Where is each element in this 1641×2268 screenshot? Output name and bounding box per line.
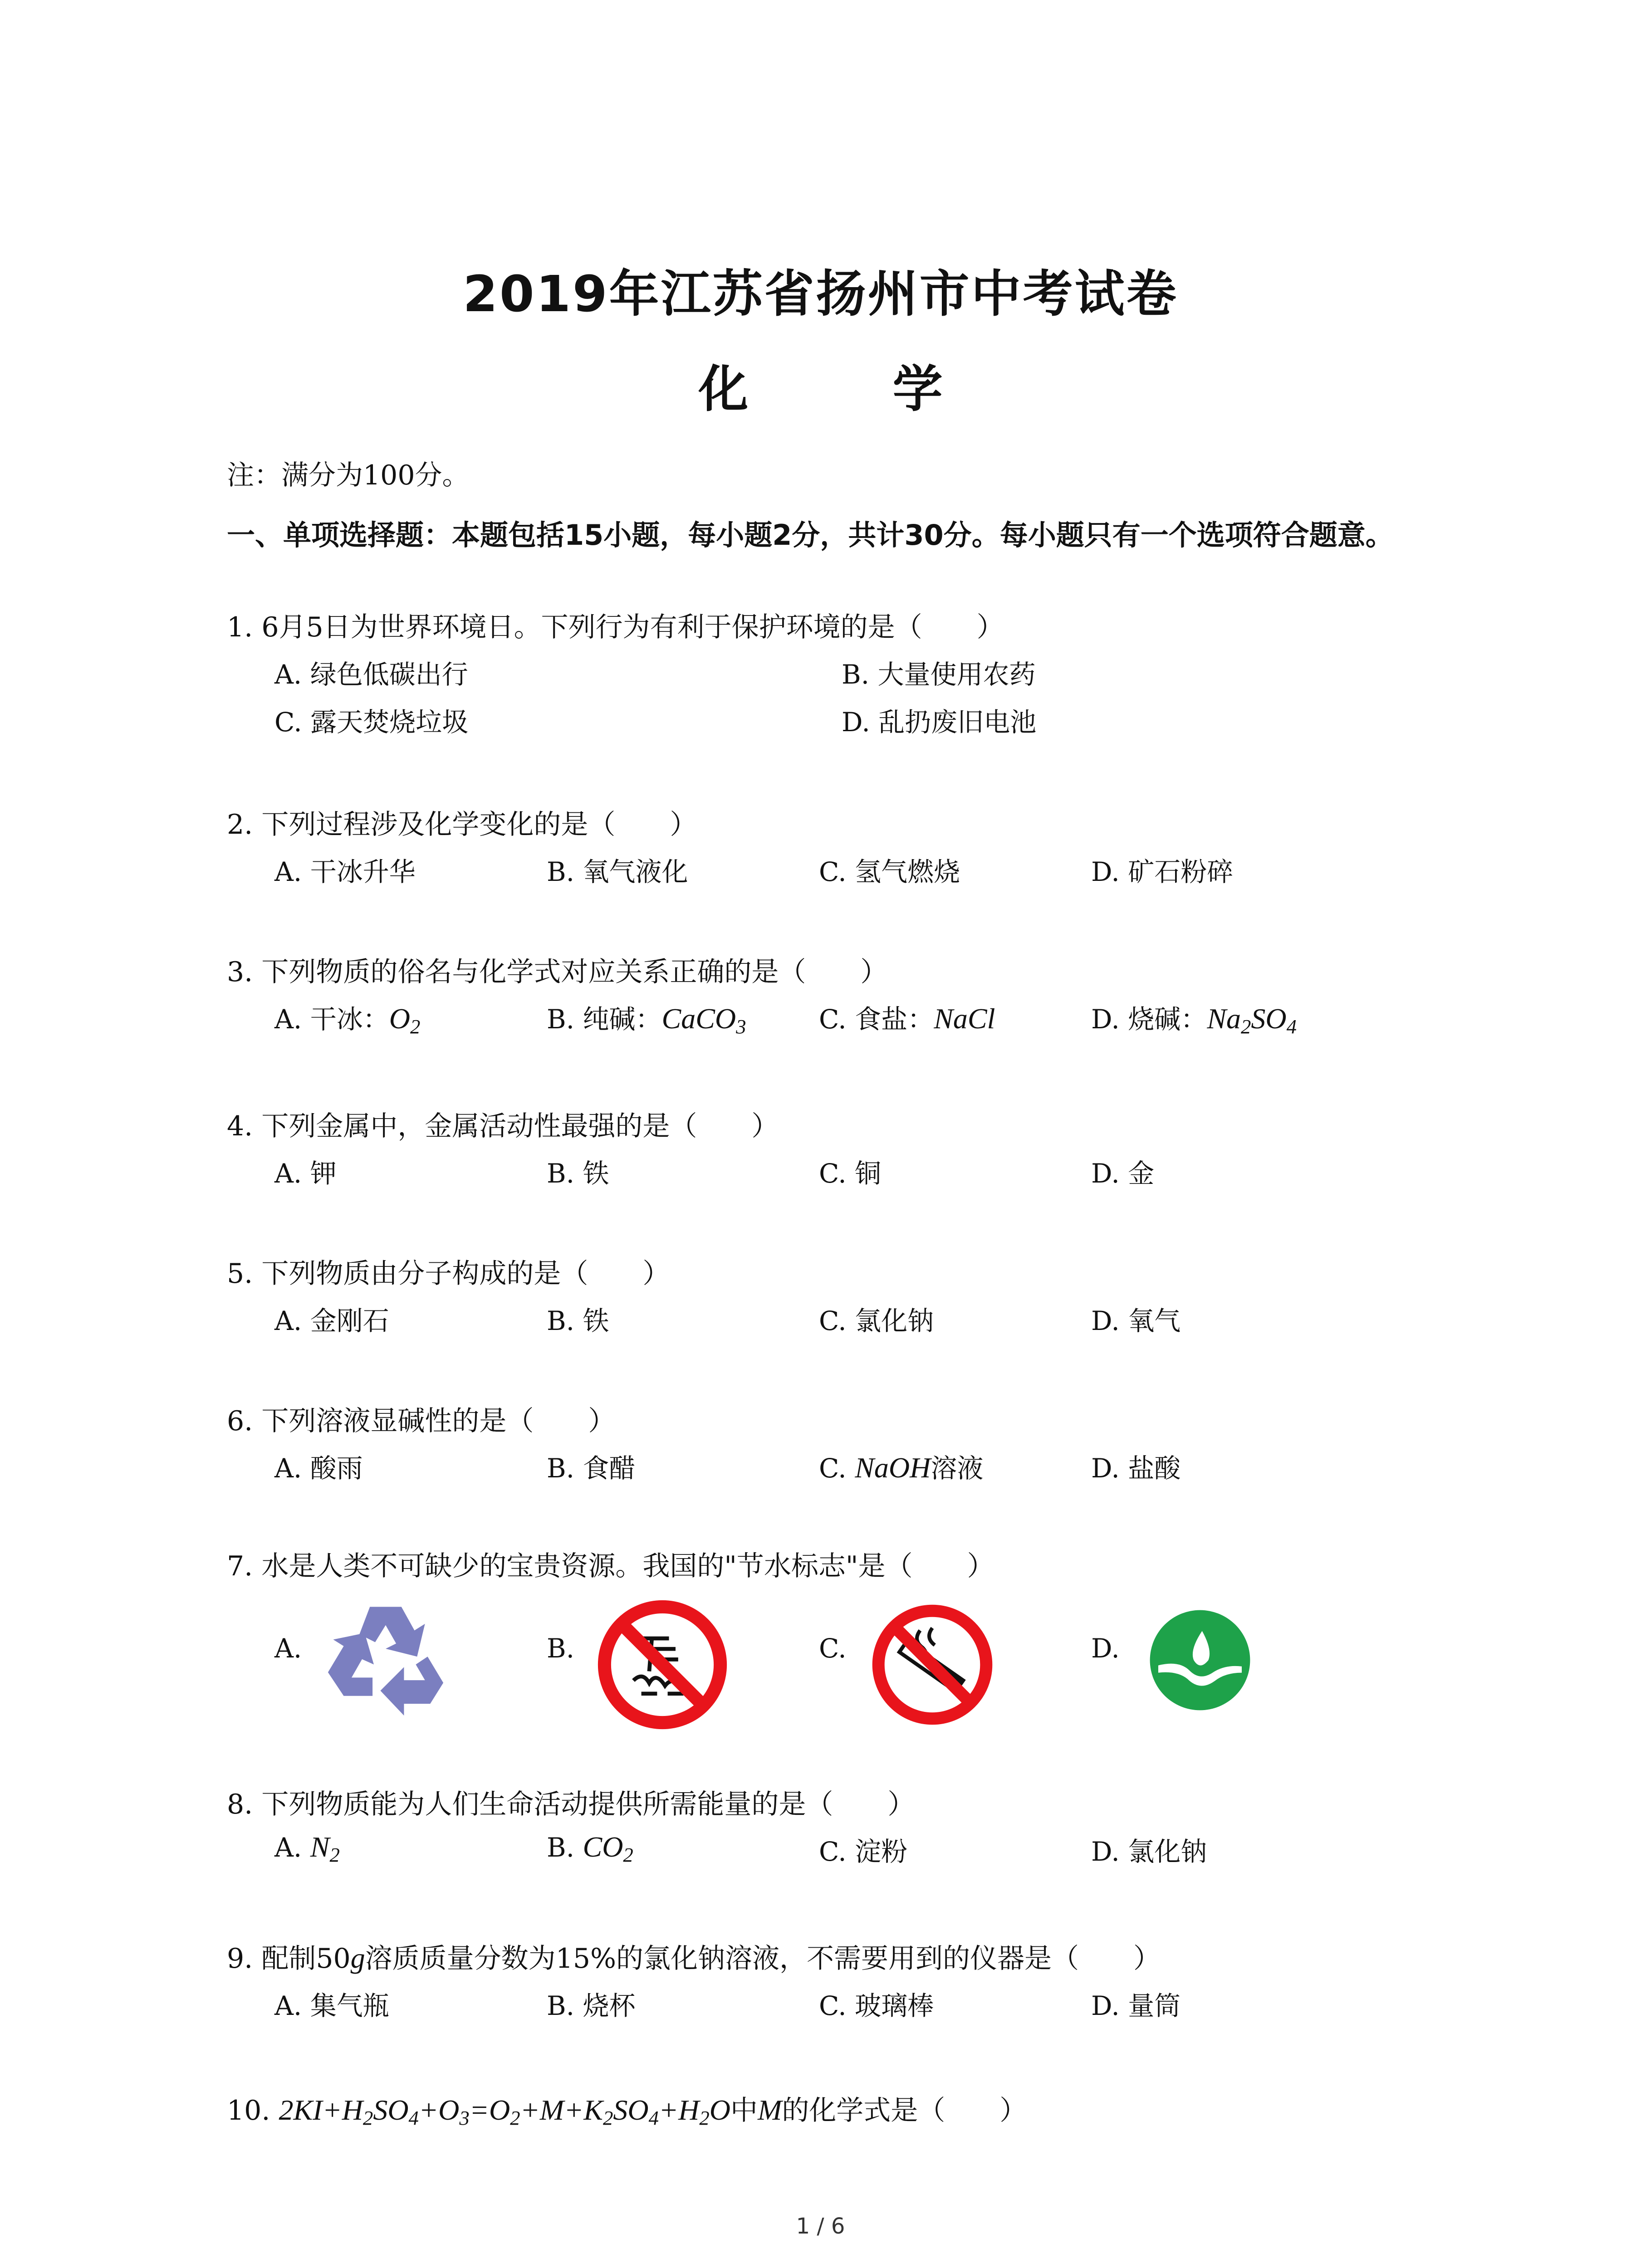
q3-option-c: C. 食盐：NaCl bbox=[819, 1002, 995, 1035]
q4-option-b: B. 铁 bbox=[547, 1158, 609, 1189]
q1-option-c: C. 露天焚烧垃圾 bbox=[274, 707, 469, 738]
formula-n2: $N_2$ bbox=[310, 1831, 340, 1867]
q1-option-b: B. 大量使用农药 bbox=[842, 659, 1036, 690]
question-2: 2. 下列过程涉及化学变化的是（ ） bbox=[227, 809, 697, 841]
q1-option-d: D. 乱扔废旧电池 bbox=[842, 707, 1037, 738]
equation: $2KI+H_2SO_4+O_3=O_2+M+K_2SO_4+H_2O$ bbox=[279, 2094, 730, 2130]
score-note: 注：满分为100分。 bbox=[227, 459, 470, 491]
q4-option-a: A. 钾 bbox=[274, 1158, 337, 1189]
no-smoking-icon bbox=[871, 1603, 994, 1726]
q6-option-c: C. NaOH溶液 bbox=[819, 1452, 984, 1484]
subject-title: 化 学 bbox=[698, 360, 1006, 418]
q6-option-a: A. 酸雨 bbox=[274, 1453, 363, 1484]
no-fire-icon bbox=[597, 1599, 728, 1730]
question-9: 9. 配制50g溶质质量分数为15%的氯化钠溶液，不需要用到的仪器是（ ） bbox=[227, 1942, 1161, 1975]
formula-nacl: NaCl bbox=[934, 1002, 995, 1035]
q9-option-d: D. 量筒 bbox=[1091, 1990, 1181, 2021]
formula-caco3: CaCO$_3$ bbox=[661, 1002, 746, 1038]
q4-option-c: C. 铜 bbox=[819, 1158, 882, 1189]
question-6: 6. 下列溶液显碱性的是（ ） bbox=[227, 1405, 616, 1437]
exam-title: 2019年江苏省扬州市中考试卷 bbox=[463, 265, 1178, 323]
q2-option-a: A. 干冰升华 bbox=[274, 856, 416, 887]
q8-option-b: B. $CO_2$ bbox=[547, 1831, 633, 1867]
q7-option-c: C. bbox=[819, 1633, 847, 1664]
q8-option-c: C. 淀粉 bbox=[819, 1836, 908, 1867]
formula-co2: $CO_2$ bbox=[583, 1831, 633, 1867]
formula-o2: $O_2$ bbox=[389, 1002, 421, 1038]
question-10: 10. $2KI+H_2SO_4+O_3=O_2+M+K_2SO_4+H_2O$中M的化学式是（ ） bbox=[227, 2094, 1027, 2130]
q7-option-b: B. bbox=[547, 1633, 575, 1664]
q8-option-a: A. $N_2$ bbox=[274, 1831, 340, 1867]
formula-na2so4: $Na_2SO_4$ bbox=[1207, 1002, 1297, 1038]
q8-option-d: D. 氯化钠 bbox=[1091, 1836, 1207, 1867]
q9-option-c: C. 玻璃棒 bbox=[819, 1990, 934, 2021]
question-5: 5. 下列物质由分子构成的是（ ） bbox=[227, 1258, 670, 1290]
q6-option-b: B. 食醋 bbox=[547, 1453, 636, 1484]
q3-option-a: A. 干冰：$O_2$ bbox=[274, 1002, 421, 1038]
q9-option-a: A. 集气瓶 bbox=[274, 1990, 389, 2021]
q7-option-d: D. bbox=[1091, 1633, 1120, 1664]
q9-option-b: B. 烧杯 bbox=[547, 1990, 636, 2021]
question-7: 7. 水是人类不可缺少的宝贵资源。我国的"节水标志"是（ ） bbox=[227, 1550, 994, 1582]
q6-option-d: D. 盐酸 bbox=[1091, 1453, 1181, 1484]
q5-option-a: A. 金刚石 bbox=[274, 1305, 389, 1336]
q3-option-b: B. 纯碱：CaCO$_3$ bbox=[547, 1002, 746, 1038]
q4-option-d: D. 金 bbox=[1091, 1158, 1155, 1189]
recycle-icon bbox=[320, 1599, 451, 1717]
question-3: 3. 下列物质的俗名与化学式对应关系正确的是（ ） bbox=[227, 956, 888, 988]
question-8: 8. 下列物质能为人们生命活动提供所需能量的是（ ） bbox=[227, 1789, 915, 1820]
q1-option-a: A. 绿色低碳出行 bbox=[274, 659, 468, 690]
question-4: 4. 下列金属中，金属活动性最强的是（ ） bbox=[227, 1110, 779, 1142]
water-saving-icon bbox=[1148, 1608, 1252, 1712]
q3-option-d: D. 烧碱：$Na_2SO_4$ bbox=[1091, 1002, 1297, 1038]
q5-option-b: B. 铁 bbox=[547, 1305, 609, 1336]
q5-option-d: D. 氧气 bbox=[1091, 1305, 1181, 1336]
q5-option-c: C. 氯化钠 bbox=[819, 1305, 934, 1336]
q2-option-b: B. 氧气液化 bbox=[547, 856, 688, 887]
question-1: 1. 6月5日为世界环境日。下列行为有利于保护环境的是（ ） bbox=[227, 611, 1004, 643]
q2-option-d: D. 矿石粉碎 bbox=[1091, 856, 1234, 887]
formula-naoh: NaOH bbox=[855, 1452, 931, 1484]
page-number: 1 / 6 bbox=[796, 2214, 845, 2239]
q7-option-a: A. bbox=[274, 1633, 302, 1664]
section-heading: 一、单项选择题：本题包括15小题，每小题2分，共计30分。每小题只有一个选项符合题意。 bbox=[227, 518, 1394, 552]
q2-option-c: C. 氢气燃烧 bbox=[819, 856, 960, 887]
